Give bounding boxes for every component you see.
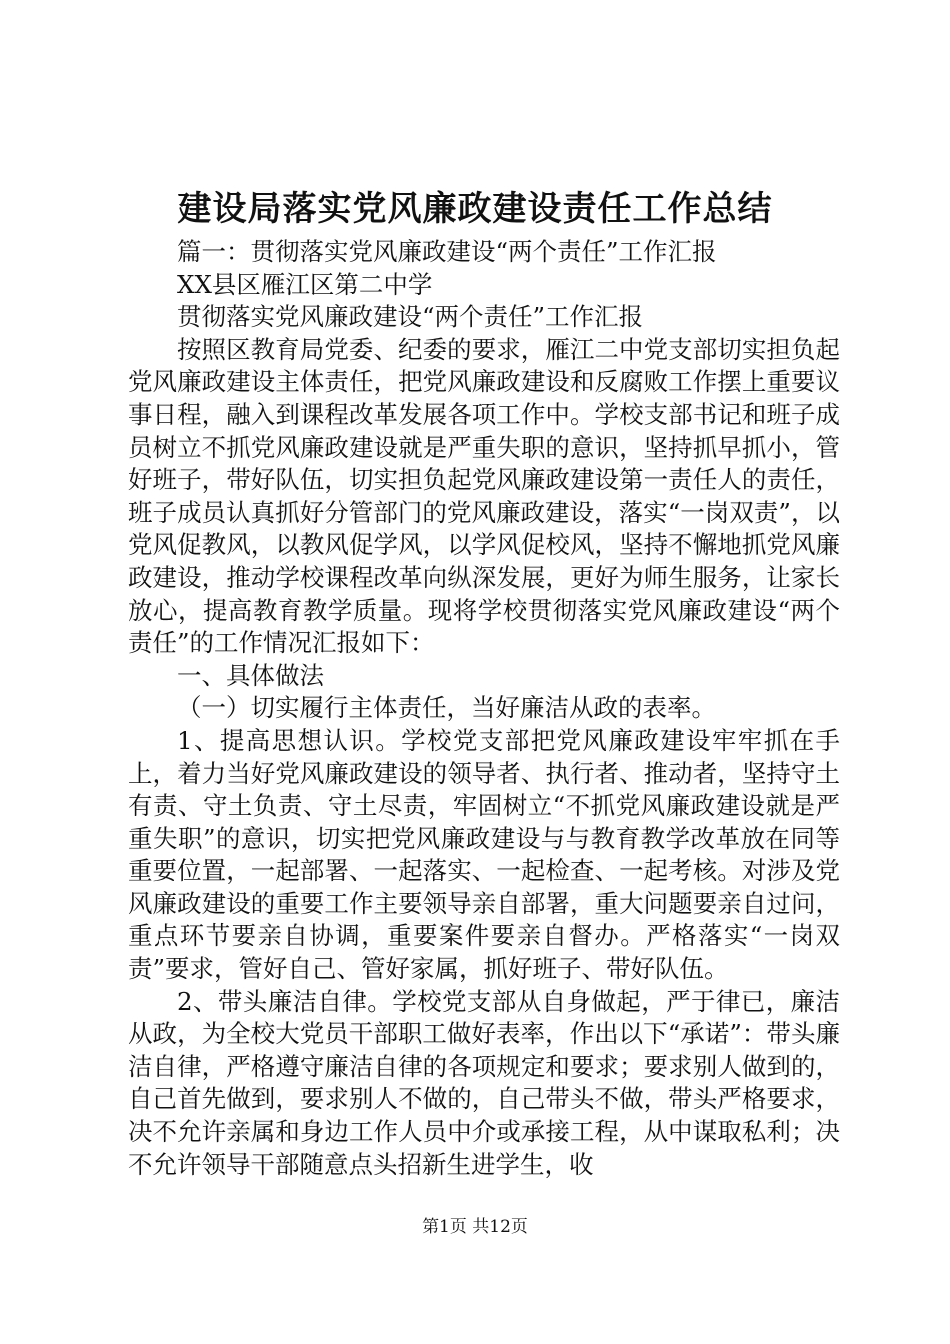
paragraph-school-name: XX县区雁江区第二中学 (177, 269, 433, 299)
paragraph-report-title: 贯彻落实党风廉政建设“两个责任”工作汇报 (177, 302, 644, 332)
page-footer: 第1页 共12页 (422, 1217, 528, 1237)
section-heading-specific-methods: 一、具体做法 (177, 660, 324, 690)
paragraph-intro: 按照区教育局党委、纪委的要求，雁江二中党支部切实担负起党风廉政建设主体责任，把党风廉政建设和反腐败工作摆上重要议事日程，融入到课程改革发展各项工作中。学校支部书记和班子成员树立不抓党风廉政建设就是严重失职的意识，坚持抓早抓小，管好班子，带好队伍，切实担负起党风廉政建设第一责任人的责任，班子成员认真抓好分管部门的党风廉政建设，落实“一岗双责”，以党风促教风，以教风促学风，以学风促校风，坚持不懈地抓党风廉政建设，推动学校课程改革向纵深发展，更好为师生服务，让家长放心，提高教育教学质量。现将学校贯彻落实党风廉政建设“两个责任”的工作情况汇报如下： (128, 334, 840, 658)
paragraph-item-2: 2、带头廉洁自律。学校党支部从自身做起，严于律已，廉洁从政，为全校大党员干部职工做好表率，作出以下“承诺”：带头廉洁自律，严格遵守廉洁自律的各项规定和要求；要求别人做到的，自己首先做到，要求别人不做的，自己带头不做，带头严格要求，决不允许亲属和身边工作人员中介或承接工程，从中谋取私利；决不允许领导干部随意点头招新生进学生，收 (128, 986, 840, 1179)
paragraph-item-1: 1、提高思想认识。学校党支部把党风廉政建设牢牢抓在手上，着力当好党风廉政建设的领导者、执行者、推动者，坚持守土有责、守土负责、守土尽责，牢固树立“不抓党风廉政建设就是严重失职”的意识，切实把党风廉政建设与与教育教学改革放在同等重要位置，一起部署、一起落实、一起检查、一起考核。对涉及党风廉政建设的重要工作主要领导亲自部署，重大问题要亲自过问，重点环节要亲自协调，重要案件要亲自督办。严格落实“一岗双责”要求，管好自己、管好家属，抓好班子、带好队伍。 (128, 725, 840, 984)
document-body (128, 236, 840, 1181)
document-title: 建设局落实党风廉政建设责任工作总结 (177, 189, 773, 229)
paragraph-heading-part-one: 篇一：贯彻落实党风廉政建设“两个责任”工作汇报 (177, 237, 717, 266)
subsection-heading-one: （一）切实履行主体责任，当好廉洁从政的表率。 (177, 693, 716, 723)
